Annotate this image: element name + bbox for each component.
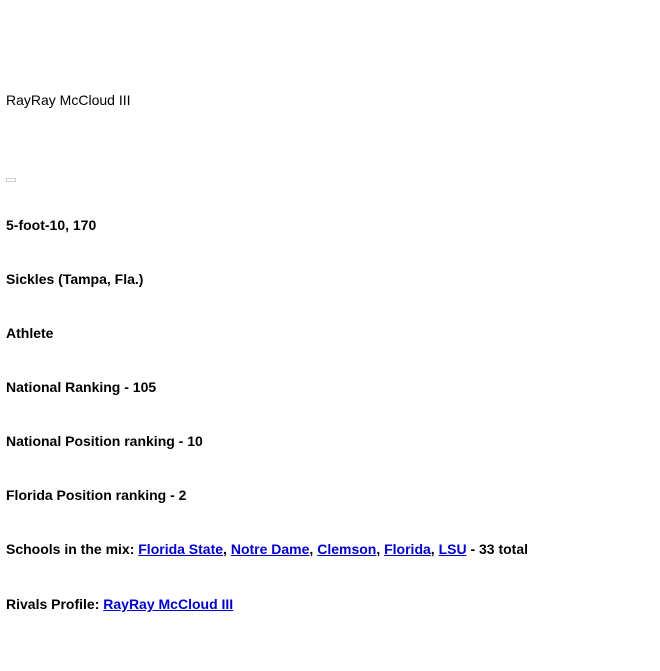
- separator: ,: [430, 541, 439, 557]
- national-position-ranking: National Position ranking - 10: [6, 433, 203, 449]
- separator: ,: [376, 541, 385, 557]
- school-link-clemson[interactable]: Clemson: [317, 541, 377, 557]
- rivals-profile-link[interactable]: RayRay McCloud III: [103, 596, 234, 612]
- separator: ,: [223, 541, 231, 557]
- player-school: Sickles (Tampa, Fla.): [6, 271, 144, 287]
- broken-image-icon: [6, 178, 16, 182]
- school-link-florida-state[interactable]: Florida State: [138, 541, 224, 557]
- schools-in-the-mix: [6, 541, 528, 557]
- rivals-profile: [6, 596, 233, 612]
- player-name: RayRay McCloud III: [6, 92, 131, 108]
- school-link-florida[interactable]: Florida: [384, 541, 431, 557]
- rivals-label: Rivals Profile:: [6, 596, 104, 612]
- national-ranking: National Ranking - 105: [6, 379, 157, 395]
- schools-label: Schools in the mix:: [6, 541, 139, 557]
- school-link-notre-dame[interactable]: Notre Dame: [230, 541, 310, 557]
- separator: ,: [309, 541, 318, 557]
- player-size: 5-foot-10, 170: [6, 217, 97, 233]
- schools-total: - 33 total: [466, 541, 529, 557]
- school-link-lsu[interactable]: LSU: [438, 541, 467, 557]
- player-position: Athlete: [6, 325, 54, 341]
- florida-position-ranking: Florida Position ranking - 2: [6, 487, 187, 503]
